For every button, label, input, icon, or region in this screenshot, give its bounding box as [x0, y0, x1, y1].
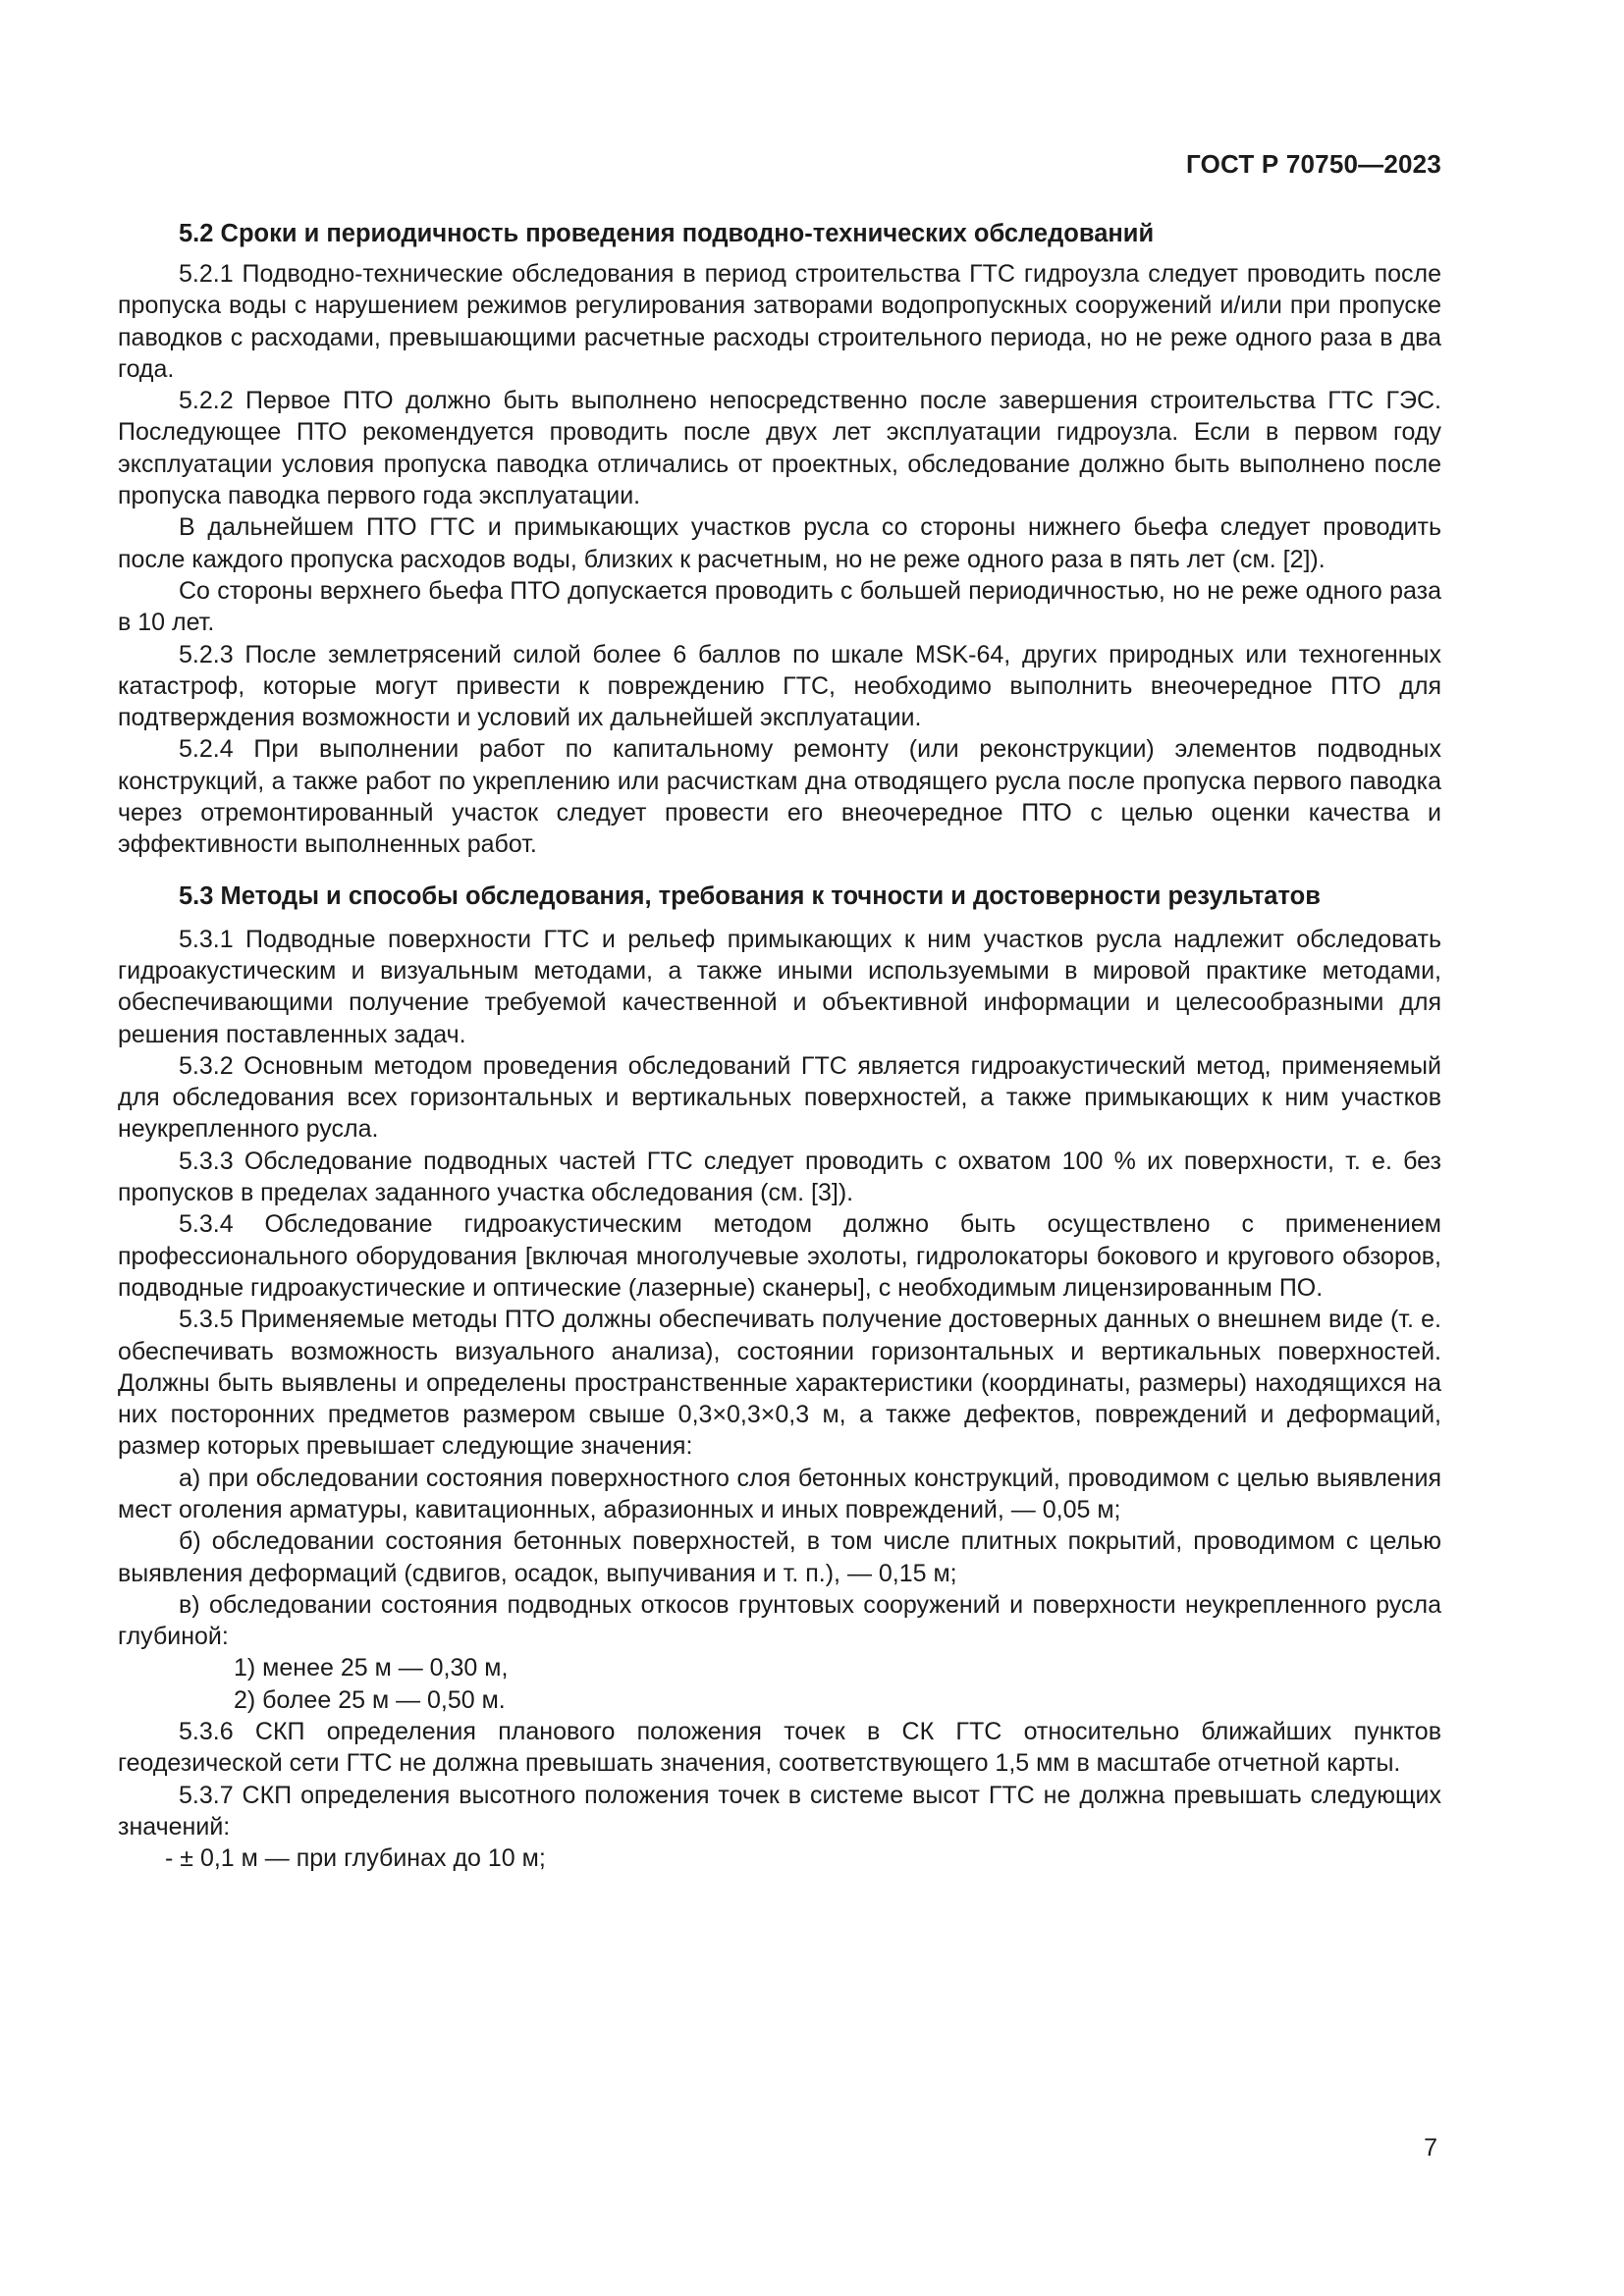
- paragraph-5-2-1: 5.2.1 Подводно-технические обследования в период строительства ГТС гидроузла следует проводить после пропуска воды с нарушением режимов регулирования затворами водопропускных сооружений и/или при пропуске паводков с расходами, превышающими расчетные расходы строительного периода, но не реже одного раза в два года.: [118, 260, 1441, 383]
- paragraph-5-3-5: 5.3.5 Применяемые методы ПТО должны обеспечивать получение достоверных данных о внешнем виде (т. е. обеспечивать возможность визуального анализа), состоянии горизонтальных и вертикальных поверхностей. Должны быть выявлены и определены пространственные характеристики (координаты, размеры) находящихся на них посторонних предметов размером свыше 0,3×0,3×0,3 м, а также дефектов, повреждений и деформаций, размер которых превышает следующие значения:: [118, 1306, 1441, 1461]
- paragraph-5-2-2: 5.2.2 Первое ПТО должно быть выполнено непосредственно после завершения строительства ГТС ГЭС. Последующее ПТО рекомендуется проводить после двух лет эксплуатации гидроузла. Если в первом году эксплуатации условия пропуска паводка отличались от проектных, обследование должно быть выполнено после пропуска паводка первого года эксплуатации.: [118, 387, 1441, 510]
- list-item-c: в) обследовании состояния подводных откосов грунтовых сооружений и поверхности неукрепленного русла глубиной:: [118, 1590, 1441, 1651]
- list-item-b: б) обследовании состояния бетонных поверхностей, в том числе плитных покрытий, проводимом с целью выявления деформаций (сдвигов, осадок, выпучивания и т. п.), — 0,15 м;: [118, 1527, 1441, 1587]
- document-code: ГОСТ Р 70750—2023: [1186, 149, 1441, 179]
- section-5-3-heading: 5.3 Методы и способы обследования, требования к точности и достоверности результатов: [179, 881, 1321, 910]
- paragraph-5-3-4: 5.3.4 Обследование гидроакустическим методом должно быть осуществлено с применением профессионального оборудования [включая многолучевые эхолоты, гидролокаторы бокового и кругового обзоров, подводные гидроакустические и оптические (лазерные) сканеры], с необходимым лицензированным ПО.: [118, 1210, 1441, 1302]
- paragraph-5-2-3: 5.2.3 После землетрясений силой более 6 баллов по шкале MSK-64, других природных или техногенных катастроф, которые могут привести к повреждению ГТС, необходимо выполнить внеочередное ПТО для подтверждения возможности и условий их дальнейшей эксплуатации.: [118, 640, 1441, 732]
- paragraph-5-3-3: 5.3.3 Обследование подводных частей ГТС следует проводить с охватом 100 % их поверхности, т. е. без пропусков в пределах заданного участка обследования (см. [3]).: [118, 1147, 1441, 1207]
- list-item-a: а) при обследовании состояния поверхностного слоя бетонных конструкций, проводимом с целью выявления мест оголения арматуры, кавитационных, абразионных и иных повреждений, — 0,05 м;: [118, 1464, 1441, 1523]
- document-body: [118, 218, 1441, 1875]
- paragraph-downstream: В дальнейшем ПТО ГТС и примыкающих участков русла со стороны нижнего бьефа следует проводить после каждого пропуска расходов воды, близких к расчетным, но не реже одного раза в пять лет (см. [2]).: [118, 513, 1441, 573]
- dash-item-1: - ± 0,1 м — при глубинах до 10 м;: [165, 1844, 546, 1873]
- paragraph-upstream: Со стороны верхнего бьефа ПТО допускается проводить с большей периодичностью, но не реже одного раза в 10 лет.: [118, 576, 1441, 637]
- paragraph-5-3-2: 5.3.2 Основным методом проведения обследований ГТС является гидроакустический метод, применяемый для обследования всех горизонтальных и вертикальных поверхностей, а также примыкающих к ним участков неукрепленного русла.: [118, 1051, 1441, 1144]
- paragraph-5-3-6: 5.3.6 СКП определения планового положения точек в СК ГТС относительно ближайших пунктов геодезической сети ГТС не должна превышать значения, соответствующего 1,5 мм в масштабе отчетной карты.: [118, 1718, 1441, 1778]
- section-5-2-heading: 5.2 Сроки и периодичность проведения подводно-технических обследований: [179, 220, 1155, 247]
- sub-item-1: 1) менее 25 м — 0,30 м,: [234, 1654, 509, 1682]
- paragraph-5-2-4: 5.2.4 При выполнении работ по капитальному ремонту (или реконструкции) элементов подводных конструкций, а также работ по укреплению или расчисткам дна отводящего русла после пропуска первого паводка через отремонтированный участок следует провести его внеочередное ПТО с целью оценки качества и эффективности выполненных работ.: [118, 735, 1441, 859]
- paragraph-5-3-7: 5.3.7 СКП определения высотного положения точек в системе высот ГТС не должна превышать следующих значений:: [118, 1781, 1441, 1841]
- page-number: 7: [1424, 2134, 1437, 2162]
- sub-item-2: 2) более 25 м — 0,50 м.: [234, 1685, 506, 1714]
- paragraph-5-3-1: 5.3.1 Подводные поверхности ГТС и рельеф примыкающих к ним участков русла надлежит обследовать гидроакустическим и визуальным методами, а также иными используемыми в мировой практике методами, обеспечивающими получение требуемой качественной и объективной информации и целесообразными для решения поставленных задач.: [118, 925, 1441, 1048]
